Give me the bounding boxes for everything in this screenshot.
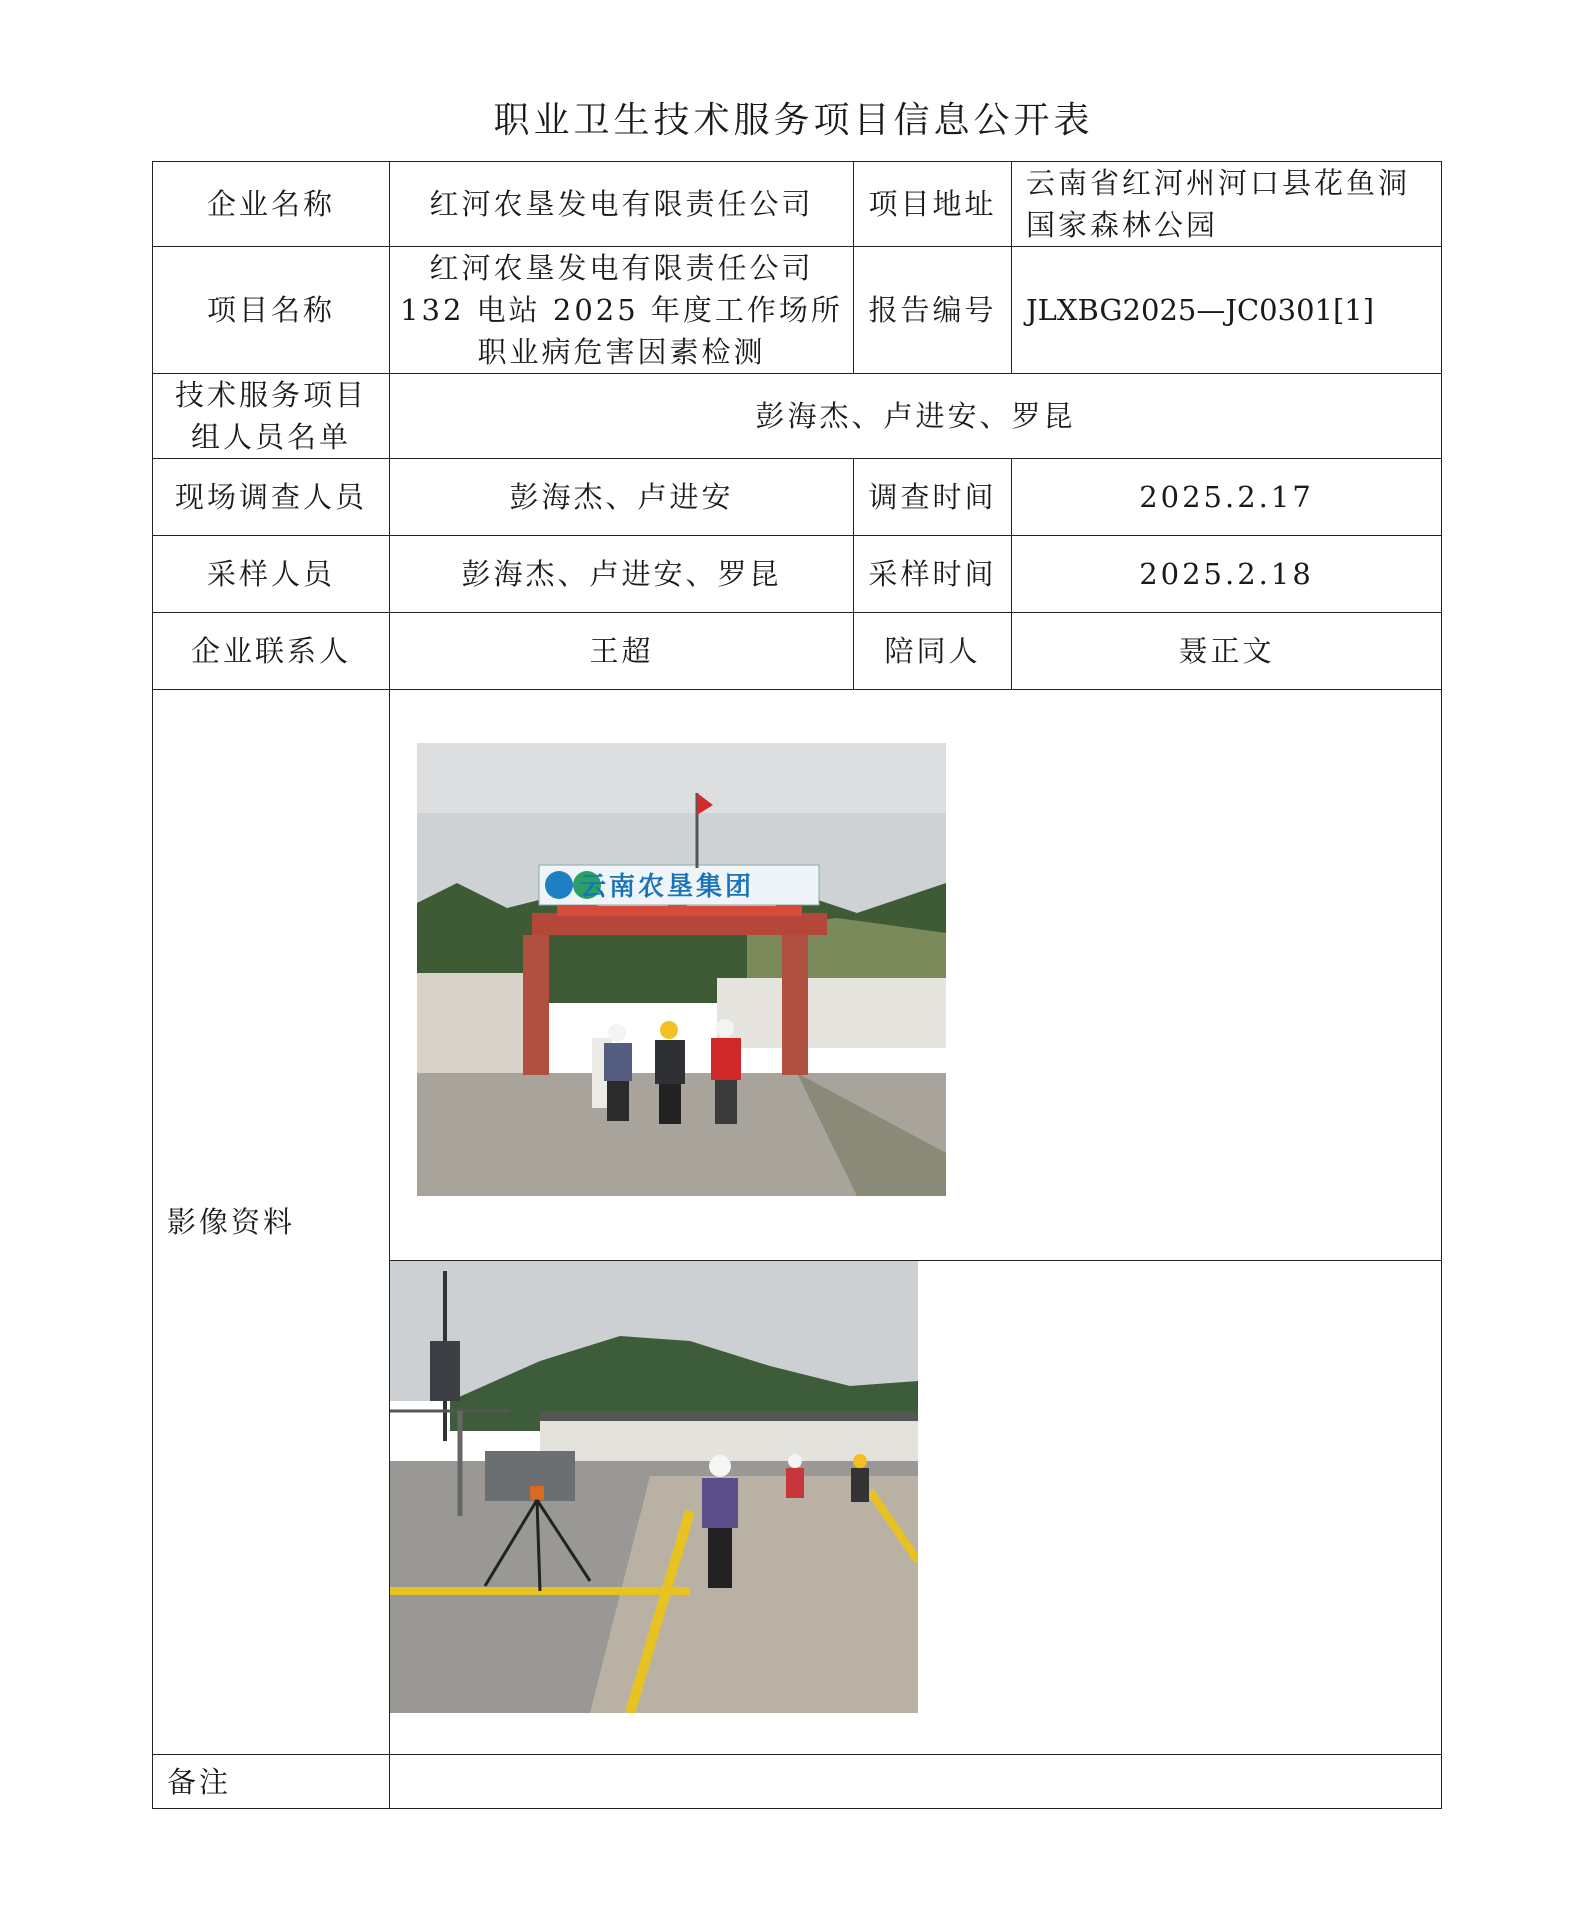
remarks-value [390, 1755, 1442, 1809]
company-label: 企业名称 [153, 162, 390, 247]
address-label: 项目地址 [854, 162, 1012, 247]
sampling-label: 采样人员 [153, 536, 390, 613]
contact-label: 企业联系人 [153, 613, 390, 690]
info-table [152, 161, 1442, 1809]
photo-sampling-site [390, 1261, 918, 1713]
person-background-1 [786, 1454, 804, 1498]
page-title: 职业卫生技术服务项目信息公开表 [493, 100, 1094, 141]
team-label: 技术服务项目组人员名单 [153, 374, 390, 459]
companion-label: 陪同人 [854, 613, 1012, 690]
remarks-label: 备注 [153, 1755, 390, 1809]
photo-cell-1 [390, 690, 1442, 1261]
survey-value: 彭海杰、卢进安 [390, 459, 854, 536]
gate-sign-text: 云南农垦集团 [579, 872, 755, 902]
images-label: 影像资料 [153, 690, 390, 1755]
sampling-time-value: 2025.2.18 [1012, 536, 1442, 613]
company-value: 红河农垦发电有限责任公司 [390, 162, 854, 247]
survey-label: 现场调查人员 [153, 459, 390, 536]
report-value: JLXBG2025—JC0301[1] [1012, 247, 1442, 374]
address-value: 云南省红河州河口县花鱼洞国家森林公园 [1012, 162, 1442, 247]
sampling-value: 彭海杰、卢进安、罗昆 [390, 536, 854, 613]
companion-value: 聂正文 [1012, 613, 1442, 690]
project-value: 红河农垦发电有限责任公司132 电站 2025 年度工作场所职业病危害因素检测 [390, 247, 854, 374]
person-center [655, 1021, 685, 1124]
person-background-2 [851, 1454, 869, 1502]
team-value: 彭海杰、卢进安、罗昆 [390, 374, 1442, 459]
survey-time-value: 2025.2.17 [1012, 459, 1442, 536]
contact-value: 王超 [390, 613, 854, 690]
photo-gate-team [417, 743, 946, 1196]
sampling-time-label: 采样时间 [854, 536, 1012, 613]
survey-time-label: 调查时间 [854, 459, 1012, 536]
report-label: 报告编号 [854, 247, 1012, 374]
project-label: 项目名称 [153, 247, 390, 374]
photo-cell-2 [390, 1261, 1442, 1755]
